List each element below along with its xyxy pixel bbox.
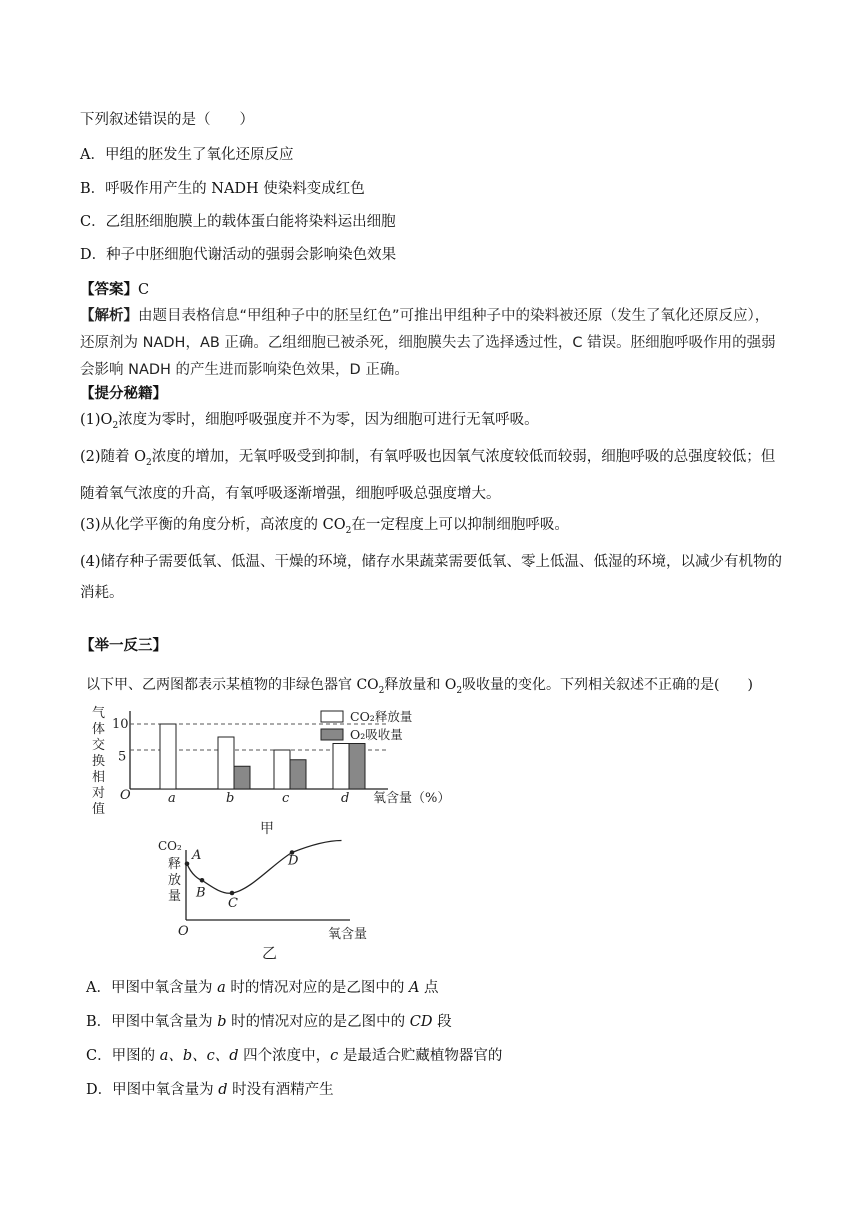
answer-label: 【答案】 (80, 281, 138, 298)
analysis-text: 由题目表格信息“甲组种子中的胚呈红色”可推出甲组种子中的染料被还原（发生了氧化还原反应），还原剂为 NADH，AB 正确。乙组细胞已被杀死，细胞膜失去了选择透过性，C 错误。胚细胞呼吸作用的强弱会影响 NADH 的产生进而影响染色效果，D 正确。 (80, 308, 776, 378)
answer-line (80, 280, 149, 300)
chart-jia-xtick-a: a (168, 791, 176, 806)
chart-yi-label-D: D (288, 853, 299, 869)
practice-option-a: A．甲图中氧含量为 a 时的情况对应的是乙图中的 A 点 (86, 980, 439, 996)
chart-jia-ylabel-char: 换 (92, 754, 106, 769)
chart-yi-ylabel-char: 量 (168, 889, 182, 904)
chart-yi-label-A: A (192, 847, 202, 863)
chart-yi-xlabel: 氧含量 (328, 927, 368, 942)
practice-option-c: C．甲图的 a、b、c、d 四个浓度中，c 是最适合贮藏植物器官的 (86, 1048, 503, 1064)
chart-jia-origin: O (120, 788, 131, 803)
chart-yi-ylabel-char: 放 (168, 873, 182, 888)
analysis-block (80, 303, 780, 384)
chart-jia-xtick-c: c (282, 791, 290, 806)
chart-yi-point-B (200, 878, 205, 883)
chart-jia-ylabel-char: 相 (92, 770, 106, 785)
chart-jia-bar-co2-a (160, 724, 176, 789)
practice-stem: 以下甲、乙两图都表示某植物的非绿色器官 $CO_2$释放量和 $O_2$吸收量的变化。下列相关叙述不正确的是( ) (86, 677, 753, 696)
chart-yi-ylabel-char: 释 (168, 857, 182, 872)
practice-heading: 【举一反三】 (80, 637, 167, 654)
tip-item-2: (2)随着 $O_2$浓度的增加，无氧呼吸受到抑制，有氧呼吸也因氧气浓度较低而较弱，细胞呼吸的总强度较低；但随着氧气浓度的升高，有氧呼吸逐渐增强，细胞呼吸总强度增大。 (80, 448, 776, 502)
analysis-tag: 【解析】 (80, 308, 138, 324)
chart-jia-bar-o2-c (290, 760, 306, 789)
chart-yi-origin: O (178, 924, 189, 939)
chart-yi-curve (187, 841, 342, 894)
legend-co2-swatch (321, 711, 343, 722)
chart-jia (88, 703, 468, 838)
chart-jia-title: 甲 (260, 821, 274, 837)
chart-yi-point-C (230, 891, 235, 896)
chart-yi (150, 838, 390, 963)
answer-value: C (138, 282, 150, 298)
chart-jia-ylabel-char: 对 (92, 786, 106, 801)
chart-jia-ylabel (92, 706, 105, 817)
option-c: C．乙组胚细胞膜上的载体蛋白能将染料运出细胞 (80, 214, 396, 230)
tips-list (80, 405, 785, 609)
chart-jia-ylabel-char: 值 (92, 802, 106, 817)
chart-jia-bar-o2-b (234, 766, 250, 789)
chart-yi-ylabel (158, 839, 182, 904)
chart-yi-title: 乙 (262, 944, 278, 962)
legend-co2-label: CO₂释放量 (350, 709, 413, 724)
chart-jia-xtick-d: d (341, 791, 350, 806)
legend-o2-label: O₂吸收量 (350, 727, 403, 742)
chart-jia-ytick: 10 (112, 717, 129, 732)
chart-jia-ylabel-char: 气 (92, 706, 106, 721)
chart-jia-ytick: 5 (118, 749, 127, 765)
legend-o2-swatch (321, 729, 343, 740)
chart-jia-ylabel-char: 体 (92, 722, 106, 737)
question-stem: 下列叙述错误的是（ ） (80, 112, 254, 128)
chart-jia-ylabel-char: 交 (92, 738, 106, 753)
tip-item-4: (4)储存种子需要低氧、低温、干燥的环境，储存水果蔬菜需要低氧、零上低温、低湿的环境，以减少有机物的消耗。 (80, 553, 783, 601)
tips-heading: 【提分秘籍】 (80, 385, 167, 402)
chart-jia-bar-o2-d (349, 744, 365, 790)
chart-yi-point-A (185, 861, 190, 866)
chart-yi-ylabel-co2: CO₂ (158, 839, 182, 853)
tip-item-1: $(1)O_2$浓度为零时，细胞呼吸强度并不为零，因为细胞可进行无氧呼吸。 (80, 412, 539, 431)
chart-jia-bar-co2-b (218, 737, 234, 789)
chart-jia-bar-co2-c (274, 750, 290, 789)
practice-option-b: B．甲图中氧含量为 b 时的情况对应的是乙图中的 CD 段 (86, 1014, 452, 1030)
chart-yi-label-C: C (228, 896, 238, 911)
chart-yi-label-B: B (196, 885, 206, 901)
chart-jia-xlabel: 氧含量（%） (373, 791, 451, 806)
chart-jia-xtick-b: b (226, 791, 235, 806)
chart-jia-bar-co2-d (333, 744, 349, 790)
option-a: A．甲组的胚发生了氧化还原反应 (80, 147, 294, 163)
option-b: B．呼吸作用产生的 NADH 使染料变成红色 (80, 181, 365, 197)
option-d: D．种子中胚细胞代谢活动的强弱会影响染色效果 (80, 247, 397, 263)
tip-item-3: (3)从化学平衡的角度分析，高浓度的 $CO_2$在一定程度上可以抑制细胞呼吸。 (80, 516, 569, 536)
practice-option-d: D．甲图中氧含量为 d 时没有酒精产生 (86, 1082, 334, 1098)
